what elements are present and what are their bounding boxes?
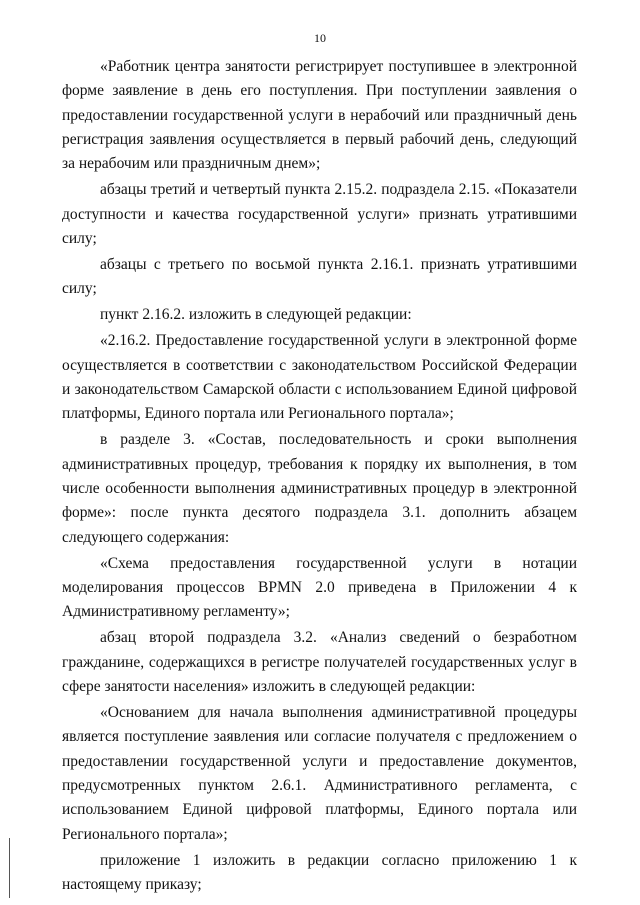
paragraph-4: пункт 2.16.2. изложить в следующей редакции:: [100, 306, 412, 324]
page-number: 10: [314, 31, 326, 45]
document-body: [62, 55, 577, 899]
paragraph-7: «Схема предоставления государственной услуги в нотации моделирования процессов BPMN 2.0 приведена в Приложении 4 к Административному регламенту»;: [62, 554, 577, 621]
paragraph-3: абзацы с третьего по восьмой пункта 2.16.1. признать утратившими силу;: [62, 255, 577, 298]
paragraph-6: в разделе 3. «Состав, последовательность и сроки выполнения административных процедур, требования к порядку их выполнения, в том числе особенности выполнения административных процедур в электронной форме»: после пункта десятого подраздела 3.1. дополнить абзацем следующего содержания:: [62, 431, 577, 546]
paragraph-2: абзацы третий и четвертый пункта 2.15.2. подраздела 2.15. «Показатели доступности и качества государственной услуги» признать утратившими силу;: [62, 181, 577, 247]
paragraph-1: «Работник центра занятости регистрирует поступившее в электронной форме заявление в день его поступления. При поступлении заявления о предоставлении государственной услуги в нерабочий или праздничный день регистрация заявления осуществляется в первый рабочий день, следующий за нерабочим или праздничным днем»;: [62, 58, 577, 173]
paragraph-10: приложение 1 изложить в редакции согласно приложению 1 к настоящему приказу;: [62, 851, 577, 893]
paragraph-8: абзац второй подраздела 3.2. «Анализ сведений о безработном гражданине, содержащихся в регистре получателей государственных услуг в сфере занятости населения» изложить в следующей редакции:: [62, 629, 577, 695]
paragraph-9: «Основанием для начала выполнения административной процедуры является поступление заявления или согласие получателя с предложением о предоставлении государственной услуги и предоставление документов, предусмотренных пунктом 2.6.1. Административного регламента, с использованием Единой цифровой платформы, Единого портала или Регионального портала»;: [62, 704, 577, 843]
paragraph-5: «2.16.2. Предоставление государственной услуги в электронной форме осуществляется в соответствии с законодательством Российской Федерации и законодательством Самарской области с использованием Единой цифровой платформы, Единого портала или Регионального портала»;: [62, 332, 577, 423]
scan-edge-line: [9, 838, 10, 898]
